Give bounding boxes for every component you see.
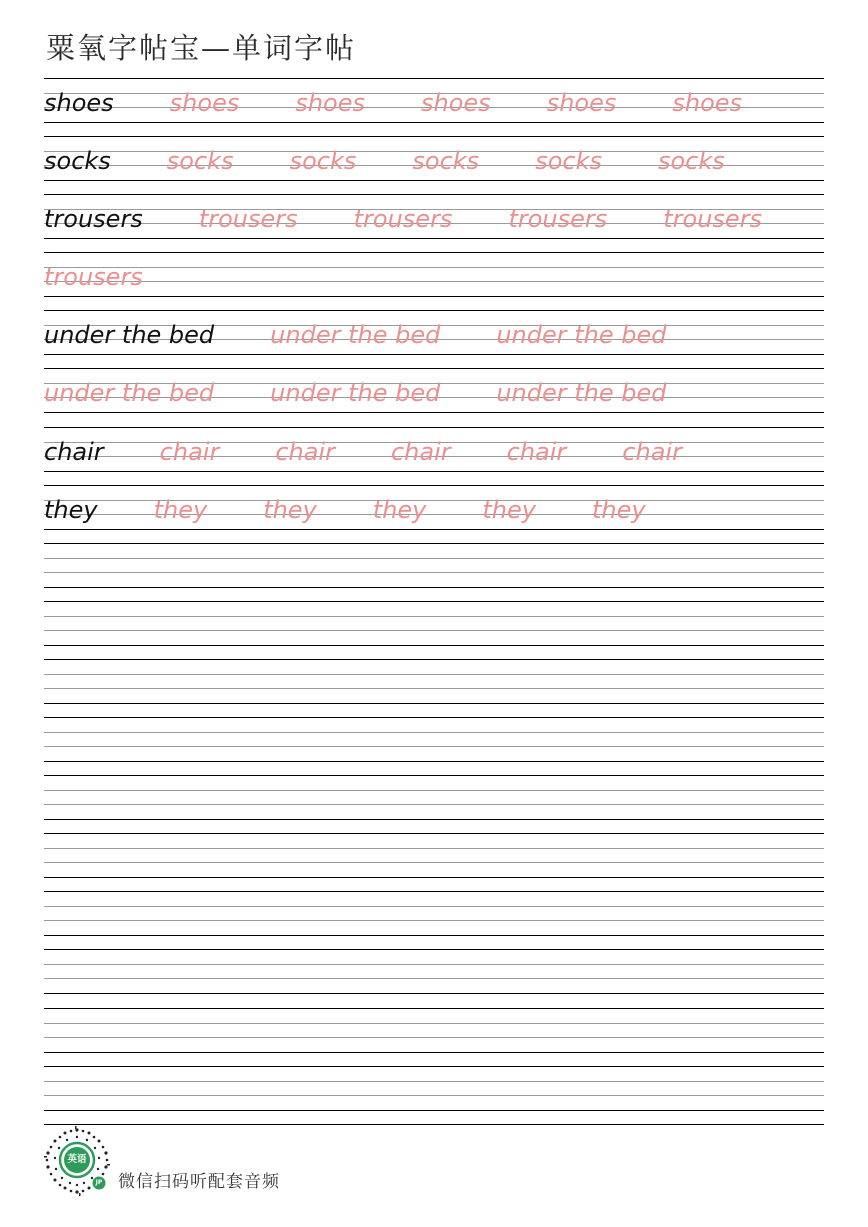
base-rule: [44, 819, 824, 820]
blank-row: [44, 775, 824, 833]
trace-word: under the bed: [496, 379, 667, 408]
blank-row: [44, 717, 824, 775]
top-rule: [44, 78, 824, 79]
model-word: under the bed: [44, 321, 215, 350]
sheet-bottom-rule: [44, 1124, 824, 1125]
qr-code-icon: [42, 1126, 112, 1196]
mid-rule: [44, 1037, 824, 1038]
trace-word: they: [591, 495, 646, 524]
trace-word: socks: [657, 147, 725, 176]
trace-word: shoes: [546, 89, 617, 117]
trace-word: socks: [166, 147, 234, 176]
mid-rule: [44, 1023, 824, 1024]
word-entries: [44, 139, 725, 183]
top-rule: [44, 485, 824, 486]
word-entries: [44, 81, 742, 125]
trace-word: under the bed: [496, 321, 667, 350]
trace-word: trousers: [508, 205, 608, 234]
word-entries: [44, 488, 646, 532]
page-title: 粟氧字帖宝—单词字帖: [46, 31, 357, 65]
word-row: [44, 368, 824, 426]
word-row: [44, 194, 824, 252]
blank-row: [44, 1008, 824, 1066]
model-word: shoes: [44, 89, 114, 117]
top-rule: [44, 717, 824, 718]
trace-word: shoes: [672, 89, 743, 117]
badge-sub-text: JP: [95, 1179, 103, 1186]
mid-rule: [44, 558, 824, 559]
trace-word: under the bed: [270, 379, 441, 408]
scan-caption: 微信扫码听配套音频: [118, 1172, 280, 1192]
footer: [42, 1126, 280, 1196]
top-rule: [44, 194, 824, 195]
trace-word: chair: [390, 437, 451, 466]
base-rule: [44, 587, 824, 588]
mid-rule: [44, 920, 824, 921]
trace-word: they: [372, 495, 427, 524]
blank-row: [44, 949, 824, 1007]
word-entries: [44, 197, 762, 241]
top-rule: [44, 427, 824, 428]
mid-rule: [44, 572, 824, 573]
trace-word: chair: [159, 437, 220, 466]
top-rule: [44, 601, 824, 602]
model-word: trousers: [44, 205, 143, 234]
word-entries: [44, 430, 682, 474]
trace-word: trousers: [663, 205, 763, 234]
trace-word: under the bed: [270, 321, 441, 350]
top-rule: [44, 1008, 824, 1009]
trace-word: trousers: [353, 205, 453, 234]
writing-sheet: [44, 78, 824, 1125]
word-row: [44, 136, 824, 194]
word-entries: [44, 255, 143, 299]
mid-rule: [44, 804, 824, 805]
blank-row: [44, 891, 824, 949]
model-word: socks: [44, 147, 111, 176]
base-rule: [44, 877, 824, 878]
mid-rule: [44, 906, 824, 907]
mid-rule: [44, 267, 824, 268]
top-rule: [44, 252, 824, 253]
word-entries: [44, 371, 667, 415]
base-rule: [44, 761, 824, 762]
mid-rule: [44, 688, 824, 689]
base-rule: [44, 935, 824, 936]
base-rule: [44, 1052, 824, 1053]
trace-word: they: [153, 495, 208, 524]
trace-word: chair: [622, 437, 682, 466]
trace-word: they: [482, 495, 536, 524]
base-rule: [44, 645, 824, 646]
mid-rule: [44, 848, 824, 849]
trace-word: shoes: [295, 89, 366, 117]
trace-word: socks: [289, 147, 357, 176]
blank-row: [44, 833, 824, 891]
mid-rule: [44, 790, 824, 791]
mid-rule: [44, 281, 824, 282]
top-rule: [44, 136, 824, 137]
model-word: they: [44, 495, 98, 524]
mid-rule: [44, 616, 824, 617]
top-rule: [44, 775, 824, 776]
trace-word: under the bed: [44, 379, 215, 408]
mid-rule: [44, 1081, 824, 1082]
mid-rule: [44, 732, 824, 733]
word-row: [44, 427, 824, 485]
trace-word: socks: [535, 147, 602, 176]
trace-word: trousers: [198, 205, 298, 234]
word-row: [44, 310, 824, 368]
trace-word: they: [263, 495, 317, 524]
blank-row: [44, 1066, 824, 1124]
word-row: [44, 78, 824, 136]
trace-word: shoes: [421, 89, 491, 117]
mid-rule: [44, 862, 824, 863]
mid-rule: [44, 964, 824, 965]
blank-row: [44, 659, 824, 717]
top-rule: [44, 949, 824, 950]
trace-word: trousers: [44, 263, 143, 292]
word-row: [44, 485, 824, 543]
trace-word: chair: [506, 437, 567, 466]
top-rule: [44, 1066, 824, 1067]
mid-rule: [44, 1095, 824, 1096]
trace-word: shoes: [169, 89, 240, 117]
blank-row: [44, 543, 824, 601]
top-rule: [44, 891, 824, 892]
base-rule: [44, 1110, 824, 1111]
badge-text: 英语: [67, 1154, 87, 1165]
base-rule: [44, 296, 824, 297]
base-rule: [44, 703, 824, 704]
trace-word: socks: [412, 147, 480, 176]
top-rule: [44, 310, 824, 311]
trace-word: chair: [275, 437, 335, 466]
mid-rule: [44, 746, 824, 747]
top-rule: [44, 543, 824, 544]
blank-row: [44, 601, 824, 659]
mid-rule: [44, 978, 824, 979]
top-rule: [44, 833, 824, 834]
word-entries: [44, 313, 667, 357]
mid-rule: [44, 674, 824, 675]
word-row: [44, 252, 824, 310]
base-rule: [44, 993, 824, 994]
top-rule: [44, 368, 824, 369]
model-word: chair: [44, 437, 104, 466]
mid-rule: [44, 630, 824, 631]
top-rule: [44, 659, 824, 660]
